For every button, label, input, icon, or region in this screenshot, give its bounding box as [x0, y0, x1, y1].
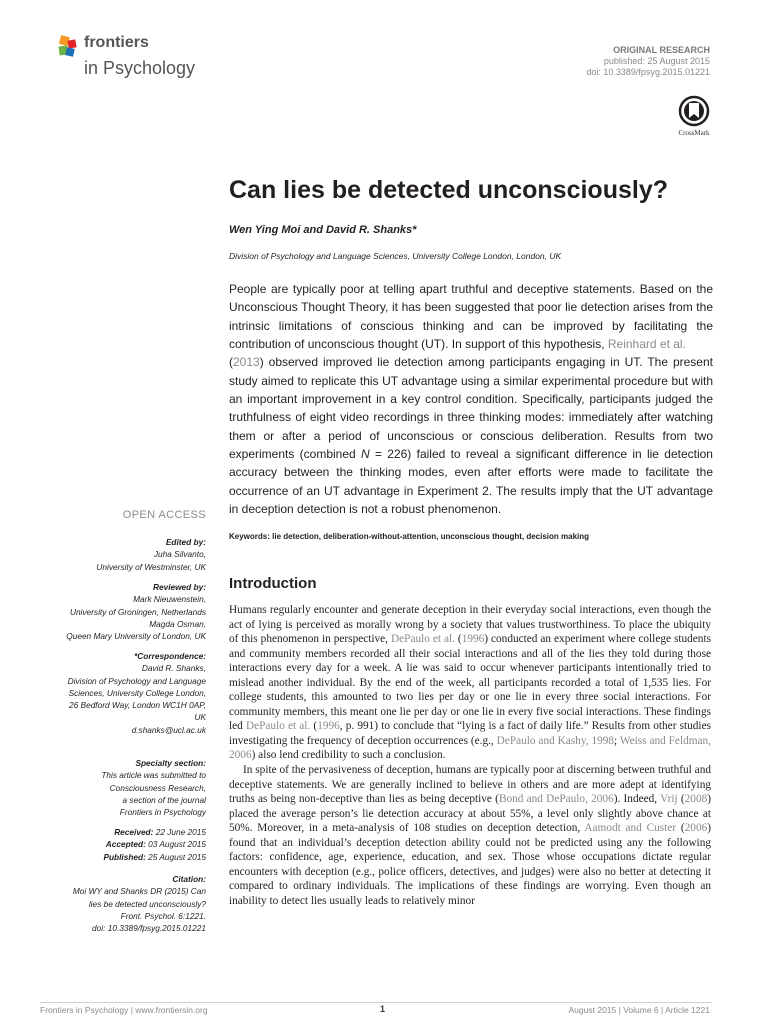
- open-access-label: OPEN ACCESS: [122, 509, 206, 521]
- reviewer-line: University of Groningen, Netherlands: [69, 606, 206, 617]
- footer-issue: August 2015 | Volume 6 | Article 1221: [568, 1005, 710, 1015]
- editor-line: University of Westminster, UK: [96, 561, 206, 572]
- abstract-text: (: [229, 355, 233, 370]
- citation-link[interactable]: 2013: [233, 355, 260, 370]
- reviewer-line: Magda Osman,: [149, 618, 206, 629]
- logo-wordmark: frontiers: [84, 34, 149, 51]
- correspondence-line: 26 Bedford Way, London WC1H 0AP,: [69, 700, 206, 711]
- published-date: published: 25 August 2015: [603, 56, 710, 66]
- authors: Wen Ying Moi and David R. Shanks*: [229, 224, 417, 236]
- introduction-body: [229, 603, 711, 908]
- citation-link[interactable]: 1996: [317, 720, 340, 733]
- n-symbol: N: [361, 447, 370, 462]
- citation-link[interactable]: Aamodt and Custer: [584, 822, 677, 835]
- article-title: Can lies be detected unconsciously?: [229, 176, 669, 204]
- sidebar-specialty: [40, 757, 206, 818]
- citation-link[interactable]: Weiss and Feldman, 2006: [229, 734, 712, 762]
- specialty-line: Consciousness Research,: [109, 782, 206, 793]
- affiliation: Division of Psychology and Language Sciences, University College London, London, UK: [229, 251, 562, 261]
- sidebar-reviewed-by: [40, 581, 206, 642]
- citation-link[interactable]: 1996: [461, 633, 485, 646]
- correspondence-line: Sciences, University College London,: [68, 687, 206, 698]
- received-row: [40, 826, 206, 838]
- paragraph-text: ) found that an individual’s deception detection ability could not be predicted using any the following factors: confidence, age, experience, education, and sex. Those whose occupations dictate regular encounters with deception (e.g., police officers, detectives, and judges) were also no better at detecting it compared to ordinary individuals. The implications of these findings are worrying. Even though an inability to detect lies usually leads to relatively minor: [229, 822, 711, 907]
- paragraph-text: (: [677, 793, 685, 806]
- abstract-text: ) observed improved lie detection among participants engaging in UT. The present study aimed to replicate this UT advantage using a similar experimental procedure but with an important improvement in a key control condition. Specifically, participants judged the truthfulness of eight video recordings in three thinking modes: immediately after watching them or after a period of unconscious or conscious deliberation. Results from two experiments (combined: [229, 355, 713, 462]
- published-date-sidebar: 25 August 2015: [148, 851, 206, 862]
- correspondence-email[interactable]: d.shanks@ucl.ac.uk: [131, 724, 206, 735]
- paragraph-text: ;: [614, 734, 620, 747]
- section-heading-introduction: Introduction: [229, 575, 317, 592]
- received-date: 22 June 2015: [155, 827, 206, 837]
- citation-link[interactable]: DePaulo et al.: [245, 720, 311, 733]
- accepted-row: [40, 838, 206, 850]
- doi[interactable]: doi: 10.3389/fpsyg.2015.01221: [586, 67, 710, 77]
- citation-link[interactable]: 2006: [684, 822, 708, 835]
- paragraph-text: ) placed the average person’s lie detection accuracy at about 55%, a level only slightly above chance at 50%. Moreover, in a meta-analysis of 108 studies on deception detection,: [229, 793, 712, 835]
- paragraph-text: (: [676, 822, 685, 835]
- published-label: Published:: [103, 851, 146, 862]
- sidebar-citation: [40, 873, 206, 934]
- published-row: [40, 851, 206, 863]
- specialty-line: a section of the journal: [122, 794, 206, 805]
- citation-label: Citation:: [172, 874, 206, 884]
- citation-link[interactable]: Vrij: [660, 793, 678, 806]
- editor-line: Juha Silvanto,: [153, 549, 206, 560]
- paragraph-text: ). Indeed,: [613, 793, 661, 806]
- paragraph-text: (: [310, 720, 318, 733]
- citation-line: doi: 10.3389/fpsyg.2015.01221: [92, 923, 206, 934]
- specialty-line: Frontiers in Psychology: [119, 807, 206, 818]
- citation-link[interactable]: DePaulo and Kashy, 1998: [496, 734, 615, 747]
- citation-line: Front. Psychol. 6:1221.: [120, 910, 206, 921]
- crossmark-icon: [676, 95, 712, 129]
- received-label: Received:: [114, 827, 154, 837]
- citation-link[interactable]: Bond and DePaulo, 2006: [498, 793, 614, 806]
- specialty-label: Specialty section:: [135, 758, 206, 768]
- correspondence-line: Division of Psychology and Language: [67, 675, 206, 686]
- paragraph-text: , p. 991) to conclude that “lying is a fact of daily life.” Results from other studies investigating the frequency of deception occurrences (e.g.,: [229, 720, 711, 747]
- abstract: [229, 280, 713, 518]
- paragraph-text: (: [454, 633, 462, 646]
- paragraph: [229, 603, 711, 763]
- article-meta-header: [586, 45, 710, 78]
- paragraph-text: In spite of the pervasiveness of deception, humans are typically poor at discerning between truthful and deceptive statements. We are generally inclined to believe in others and are more adept at identifying truths as being non-deceptive than lies as being deceptive (: [229, 764, 711, 806]
- crossmark-badge[interactable]: [676, 95, 712, 139]
- article-type: ORIGINAL RESEARCH: [613, 45, 710, 55]
- edited-by-label: Edited by:: [165, 537, 206, 547]
- citation-link[interactable]: DePaulo et al.: [390, 633, 455, 646]
- frontiers-logo-icon: [56, 34, 82, 60]
- correspondence-label: *Correspondence:: [134, 651, 206, 661]
- frontiers-logo[interactable]: [56, 34, 216, 82]
- reviewed-by-label: Reviewed by:: [152, 582, 206, 592]
- abstract-text: = 226) failed to reveal a significant difference in lie detection accuracy between the thinking modes, even after efforts were made to facilitate the occurrence of an UT advantage in Experiment 2. The results imply that the UT advantage in deception detection is not a robust phenomenon.: [229, 447, 713, 517]
- abstract-text: People are typically poor at telling apart truthful and deceptive statements. Based on the Unconscious Thought Theory, it has been suggested that poor lie detection arises from the intrinsic limitations of conscious thinking and can be improved by facilitating the contribution of unconscious thought (UT). In support of this hypothesis,: [229, 282, 713, 352]
- footer-journal[interactable]: Frontiers in Psychology | www.frontiersin.org: [40, 1005, 208, 1015]
- footer-divider: [40, 1002, 712, 1003]
- sidebar-edited-by: [40, 536, 206, 573]
- paragraph-text: ) also lend credibility to such a conclusion.: [251, 749, 446, 762]
- citation-link[interactable]: 2008: [684, 793, 708, 806]
- specialty-line: This article was submitted to: [101, 770, 206, 781]
- citation-line: lies be detected unconsciously?: [88, 898, 206, 909]
- accepted-label: Accepted:: [105, 839, 146, 850]
- accepted-date: 03 August 2015: [148, 839, 206, 850]
- paragraph: [229, 763, 711, 908]
- keywords: Keywords: lie detection, deliberation-without-attention, unconscious thought, decision making: [229, 532, 590, 541]
- sidebar-dates: [40, 826, 206, 863]
- paragraph-text: ) conducted an experiment where college students and community members recorded all their social interactions and all of the lies they told during those interactions every day for a week. A lie was said to occur whenever participants intentionally tried to mislead another individual. By the end of the week, all participants recorded a total of 1,535 lies. For college students, this amounted to two lies per day or one lie in every three social interactions. For community members, this meant one lie per day or one lie in every five social interactions. These findings led: [229, 633, 711, 733]
- paragraph-text: Humans regularly encounter and generate deception in their everyday social interactions, even though the act of lying is perceived as morally wrong by a society that values trustworthiness. To place the ubiquity of this phenomenon in perspective,: [229, 604, 711, 646]
- reviewer-line: Mark Nieuwenstein,: [133, 594, 206, 605]
- page-number: 1: [380, 1004, 386, 1014]
- citation-link[interactable]: Reinhard et al.: [607, 337, 686, 352]
- reviewer-line: Queen Mary University of London, UK: [66, 631, 206, 642]
- sidebar-correspondence: [40, 650, 206, 736]
- crossmark-label: CrossMark: [678, 129, 710, 137]
- correspondence-line: David R. Shanks,: [141, 663, 206, 674]
- logo-journal-name: in Psychology: [84, 58, 196, 78]
- citation-line: Moi WY and Shanks DR (2015) Can: [72, 886, 206, 897]
- correspondence-line: UK: [194, 712, 206, 723]
